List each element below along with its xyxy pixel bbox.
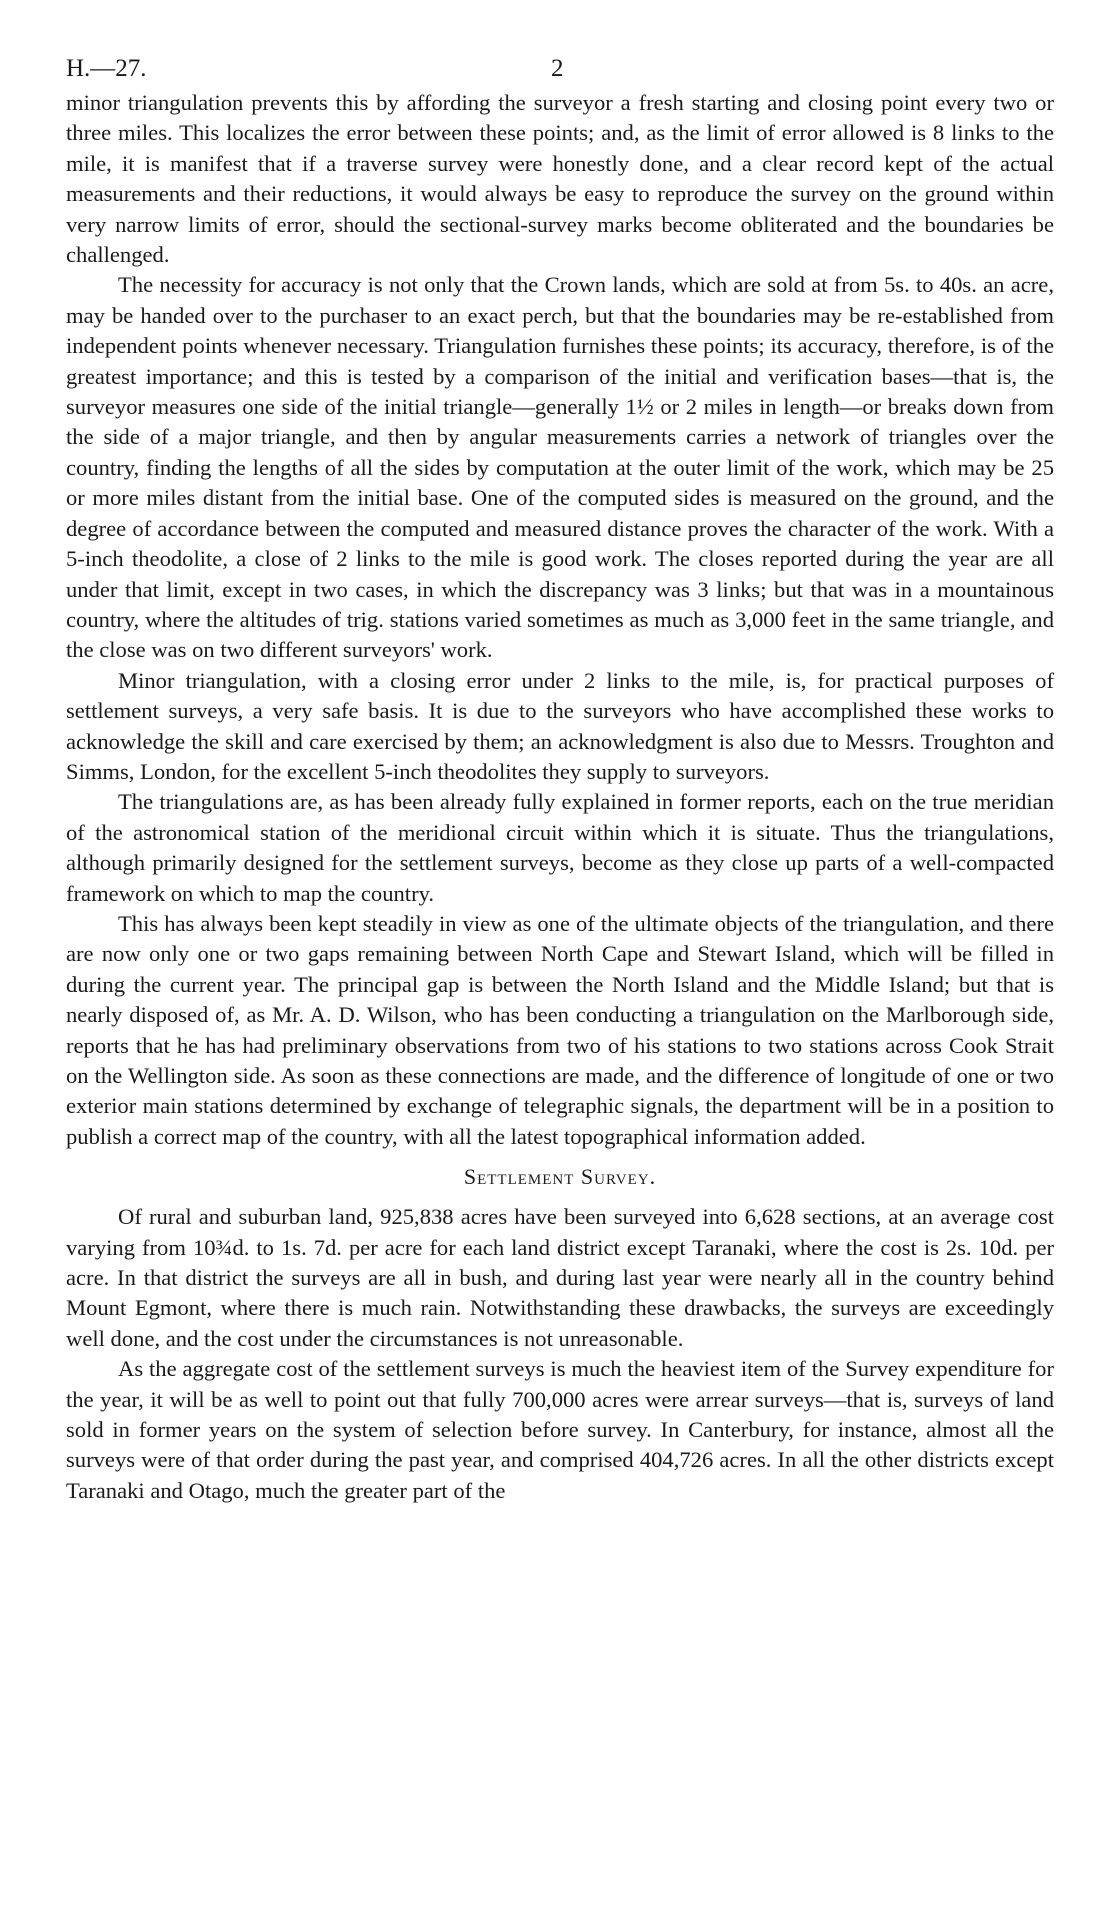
report-reference: H.—27. <box>66 55 147 82</box>
page-number: 2 <box>551 55 564 82</box>
paragraph-minor-triangulation: Minor triangulation, with a closing error under 2 links to the mile, is, for practical purposes of settlement surveys, a very safe basis. It is due to the surveyors who have accomplished these works to acknowledge the skill and care exercised by them; an acknowledgment is also due to Messrs. Troughton and Simms, London, for the excellent 5-inch theodolites they supply to surveyors. <box>66 667 1054 784</box>
paragraph-gaps: This has always been kept steadily in view as one of the ultimate objects of the triangulation, and there are now only one or two gaps remaining between North Cape and Stewart Island, which will be filled in during the current year. The principal gap is between the North Island and the Middle Island; but that is nearly disposed of, as Mr. A. D. Wilson, who has been conducting a triangulation on the Marlborough side, reports that he has had preliminary observations from two of his stations to two stations across Cook Strait on the Wellington side. As soon as these connections are made, and the difference of longitude of one or two exterior main stations determined by exchange of telegraphic signals, the department will be in a position to publish a correct map of the country, with all the latest topographical information added. <box>66 910 1054 1149</box>
paragraph-rural-land: Of rural and suburban land, 925,838 acres have been surveyed into 6,628 sections, at an average cost varying from 10¾d. to 1s. 7d. per acre for each land district except Taranaki, where the cost is 2s. 10d. per acre. In that district the surveys are all in bush, and during last year were nearly all in the country behind Mount Egmont, where there is much rain. Notwithstanding these drawbacks, the surveys are exceedingly well done, and the cost under the circumstances is not unreasonable. <box>66 1204 1054 1351</box>
paragraph-meridian: The triangulations are, as has been already fully explained in former reports, each on the true meridian of the astronomical station of the meridional circuit within which it is situate. Thus the triangulations, although primarily designed for the settlement surveys, become as they close up parts of a well-compacted framework on which to map the country. <box>66 789 1054 906</box>
section-heading: Settlement Survey. <box>463 1164 657 1190</box>
body-text <box>66 88 1054 1506</box>
paragraph-accuracy: The necessity for accuracy is not only that the Crown lands, which are sold at from 5s. to 40s. an acre, may be handed over to the purchaser to an exact perch, but that the boundaries may be re-established from independent points whenever necessary. Triangulation furnishes these points; its accuracy, therefore, is of the greatest importance; and this is tested by a comparison of the initial and verification bases—that is, the surveyor measures one side of the initial triangle—generally 1½ or 2 miles in length—or breaks down from the side of a major triangle, and then by angular measurements carries a network of triangles over the country, finding the lengths of all the sides by computation at the outer limit of the work, which may be 25 or more miles distant from the initial base. One of the computed sides is measured on the ground, and the degree of accordance between the computed and measured distance proves the character of the work. With a 5-inch theodolite, a close of 2 links to the mile is good work. The closes reported during the year are all under that limit, except in two cases, in which the discrepancy was 3 links; but that was in a mountainous country, where the altitudes of trig. stations varied sometimes as much as 3,000 feet in the same triangle, and the close was on two different surveyors' work. <box>66 272 1054 663</box>
page-header <box>66 48 1054 88</box>
paragraph-continuation: minor triangulation prevents this by affording the surveyor a fresh starting and closing point every two or three miles. This localizes the error between these points; and, as the limit of error allowed is 8 links to the mile, it is manifest that if a traverse survey were honestly done, and a clear record kept of the actual measurements and their reductions, it would always be easy to reproduce the survey on the ground within very narrow limits of error, should the sectional-survey marks become obliterated and the boundaries be challenged. <box>66 90 1054 268</box>
paragraph-aggregate-cost: As the aggregate cost of the settlement surveys is much the heaviest item of the Survey expenditure for the year, it will be as well to point out that fully 700,000 acres were arrear surveys—that is, surveys of land sold in former years on the system of selection before survey. In Canterbury, for instance, almost all the surveys were of that order during the past year, and comprised 404,726 acres. In all the other districts except Taranaki and Otago, much the greater part of the <box>66 1356 1054 1503</box>
document-page <box>66 48 1054 1506</box>
